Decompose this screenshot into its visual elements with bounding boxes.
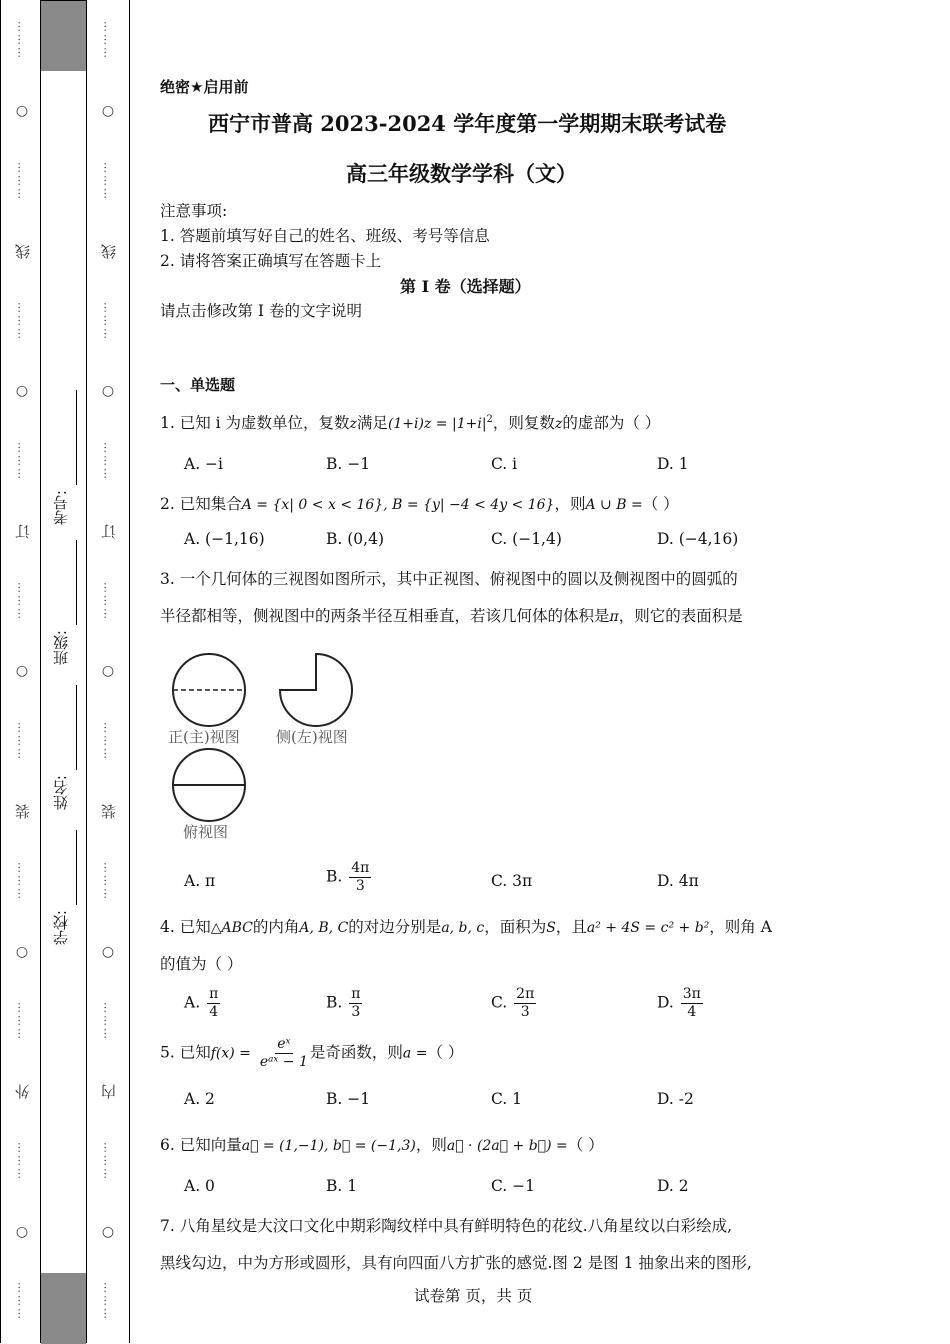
q4-option-label: A. [184,993,201,1012]
seal-dots: ……… [15,1002,29,1042]
front-view-label: 正(主)视图 [168,728,240,746]
exam-number-line[interactable] [76,390,77,485]
q4-text: ，则角 A [709,918,772,936]
question-4 [160,915,772,937]
q4-equation: a² + 4S = c² + b² [586,920,710,936]
q2-sets: A = {x| 0 < x < 16}, B = {y| −4 < 4y < 16} [241,497,555,513]
q6-pre: 6. 已知向量 [160,1136,242,1154]
q5-option-a[interactable]: A. 2 [184,1090,215,1108]
q7-line1: 7. 八角星纹是大汶口文化中期彩陶纹样中具有鲜明特色的花纹.八角星纹以白彩绘成, [160,1217,733,1235]
q3-line1: 3. 一个几何体的三视图如图所示，其中正视图、俯视图中的圆以及侧视图中的圆弧的 [160,570,738,588]
q5-mid: 是奇函数，则 [309,1043,403,1062]
seal-dots: ……… [101,861,115,901]
fraction-denominator: 3 [355,877,365,894]
seal-circle: ○ [101,943,115,960]
seal-dots: ……… [15,861,29,901]
name-line[interactable] [76,685,77,770]
notes-heading: 注意事项: [160,202,228,220]
q4-angles: A, B, C [299,920,349,936]
seal-dots: ……… [101,301,115,341]
q2-option-d[interactable]: D. (−4,16) [657,530,739,548]
name-label: 姓名: [52,775,70,811]
q4-option-label: C. [491,993,508,1012]
side-view-arc [280,654,352,726]
seal-dots: ……… [101,442,115,482]
seal-dots: ……… [15,442,29,482]
seal-char-zhuang: 装 [13,803,32,819]
q5-option-d[interactable]: D. -2 [657,1090,694,1108]
q4-text: 的对边分别是 [348,918,442,936]
secret-label: 绝密★启用前 [160,78,249,96]
q1-mid: 满足 [356,414,388,432]
seal-char-ding: 订 [99,523,118,539]
part1-desc[interactable]: 请点击修改第 I 卷的文字说明 [160,302,362,320]
class-line[interactable] [76,540,77,625]
q4-text: 的内角 [252,918,300,936]
seal-dots: ……… [101,1282,115,1322]
exam-title: 西宁市普高 2023-2024 学年度第一学期期末联考试卷 [208,111,727,136]
q1-post: ，则复数 [492,414,555,432]
seal-char-wai: 外 [13,1084,32,1100]
question-3-line2 [160,604,743,626]
q2-expr: A ∪ B = [585,497,643,513]
section-title: 一、单选题 [160,376,236,394]
q3-option-b-fraction [349,860,371,895]
q1-option-a[interactable]: A. −i [184,455,223,473]
seal-circle: ○ [15,943,29,960]
q6-option-a[interactable]: A. 0 [184,1177,215,1195]
question-1 [160,411,660,433]
seal-dots: ……… [101,1141,115,1181]
seal-dots: ……… [101,1002,115,1042]
fraction-denominator: 4 [687,1003,697,1020]
q2-mid: ，则 [554,495,586,513]
q4-text: ，面积为 [484,918,547,936]
q3-line2a: 半径都相等，侧视图中的两条半径互相垂直，若该几何体的体积是 [160,607,610,625]
q5-function: f(x) = [210,1045,251,1062]
q3-pi: π [609,609,619,625]
question-5 [160,1036,463,1071]
q4-text: ，且 [555,918,587,936]
part1-title: 第 I 卷（选择题） [400,277,531,296]
q1-sup: 2 [486,413,493,425]
q4-option-label: D. [657,993,674,1012]
q1-option-c[interactable]: C. i [491,455,518,473]
q6-option-b[interactable]: B. 1 [326,1177,358,1195]
q1-z: z [554,416,563,432]
notes-item: 2. 请将答案正确填写在答题卡上 [160,252,382,270]
gray-block-top [41,1,86,71]
q3-option-b-label: B. [326,867,343,886]
notes-item: 1. 答题前填写好自己的姓名、班级、考号等信息 [160,227,490,245]
q7-line2: 黑线勾边，中为方形或圆形，具有向四面八方扩张的感觉.图 2 是图 1 抽象出来的图形, [160,1254,752,1272]
fraction-denominator: 3 [351,1003,361,1020]
class-label: 班级: [52,630,70,666]
fraction-numerator: 4π [351,860,370,876]
q5-option-b[interactable]: B. −1 [326,1090,371,1108]
q1-option-b[interactable]: B. −1 [326,455,371,473]
side-view-label: 侧(左)视图 [276,728,348,746]
seal-dots: ……… [101,722,115,762]
inner-seal-column [98,0,118,1343]
fraction-denominator: 3 [520,1003,530,1020]
q4-option-d[interactable] [657,986,703,1021]
seal-dots: ……… [15,161,29,201]
q3-option-b[interactable] [326,860,371,895]
question-6 [160,1133,604,1155]
q6-vectors: a⃗ = (1,−1), b⃗ = (−1,3) [241,1138,416,1154]
q2-option-a[interactable]: A. (−1,16) [184,530,265,548]
seal-dots: ……… [101,581,115,621]
q1-option-d[interactable]: D. 1 [657,455,689,473]
student-info-fields [48,360,78,980]
fraction-numerator: π [351,986,361,1002]
seal-circle: ○ [15,383,29,400]
q6-mid: ，则 [415,1136,447,1154]
seal-circle: ○ [101,103,115,120]
gray-block-bottom [41,1273,86,1344]
q4-option-label: B. [326,993,343,1012]
fraction-numerator: 2π [516,986,535,1002]
fraction-denominator: eᵃˣ − 1 [259,1053,308,1070]
q4-pre: 4. 已知 [160,918,211,936]
seal-circle: ○ [101,383,115,400]
q1-z: z [349,416,357,432]
seal-dots: ……… [101,161,115,201]
fraction-denominator: 4 [209,1003,219,1020]
seal-dots: ……… [101,21,115,61]
q4-line2: 的值为（ ） [160,955,243,973]
q4-option-fraction [207,986,220,1021]
seal-dots: ……… [15,21,29,61]
q2-option-b[interactable]: B. (0,4) [326,530,384,548]
q4-area: S [546,920,556,936]
q1-pre: 1. 已知 i 为虚数单位，复数 [160,414,350,432]
exam-number-label: 考号: [52,490,70,526]
seal-char-xian: 线 [99,243,118,259]
school-line[interactable] [76,830,77,905]
q4-sides: a, b, c [441,920,485,936]
seal-circle: ○ [15,663,29,680]
exam-subtitle: 高三年级数学学科（文） [346,161,577,186]
question-2 [160,492,679,514]
q3-option-c[interactable]: C. 3π [491,872,533,890]
outer-seal-column [12,0,32,1343]
q6-option-c[interactable]: C. −1 [491,1177,536,1195]
q2-end: （ ） [642,495,679,513]
q6-end: （ ） [567,1136,604,1154]
three-view-figure [168,650,368,850]
q4-option-fraction [349,986,362,1021]
q3-option-a[interactable]: A. π [184,872,216,890]
q6-expr: a⃗ · (2a⃗ + b⃗) = [446,1138,568,1154]
q5-fraction [258,1036,310,1071]
q1-equation: (1+i)z = |1+i| [387,416,487,432]
fraction-numerator: eˣ [277,1036,291,1052]
q2-option-c[interactable]: C. (−1,4) [491,530,562,548]
seal-char-nei: 内 [99,1084,118,1100]
seal-dots: ……… [15,1141,29,1181]
q3-option-d[interactable]: D. 4π [657,872,699,890]
q2-pre: 2. 已知集合 [160,495,242,513]
q4-option-fraction [514,986,536,1021]
q4-option-c[interactable] [491,986,536,1021]
seal-circle: ○ [101,663,115,680]
q6-option-d[interactable]: D. 2 [657,1177,689,1195]
top-view-label: 俯视图 [183,823,229,841]
q5-pre: 5. 已知 [160,1043,211,1062]
seal-circle: ○ [15,103,29,120]
page-footer: 试卷第 页，共 页 [414,1287,533,1305]
seal-char-zhuang: 装 [99,803,118,819]
seal-dots: ……… [15,1282,29,1322]
q4-option-a[interactable] [184,986,220,1021]
seal-dots: ……… [15,722,29,762]
seal-circle: ○ [15,1223,29,1240]
seal-char-ding: 订 [13,523,32,539]
q4-option-b[interactable] [326,986,362,1021]
q4-triangle: △ABC [210,920,253,936]
fraction-numerator: π [209,986,219,1002]
q3-line2b: ，则它的表面积是 [618,607,743,625]
school-label: 学校: [52,910,70,946]
q5-option-c[interactable]: C. 1 [491,1090,523,1108]
q1-end: 的虚部为（ ） [562,414,661,432]
seal-dots: ……… [15,581,29,621]
q5-a: a = [402,1045,428,1062]
seal-char-xian: 线 [13,243,32,259]
q4-option-fraction [681,986,703,1021]
seal-circle: ○ [101,1223,115,1240]
seal-dots: ……… [15,301,29,341]
q5-end: （ ） [427,1043,464,1062]
fraction-numerator: 3π [682,986,701,1002]
